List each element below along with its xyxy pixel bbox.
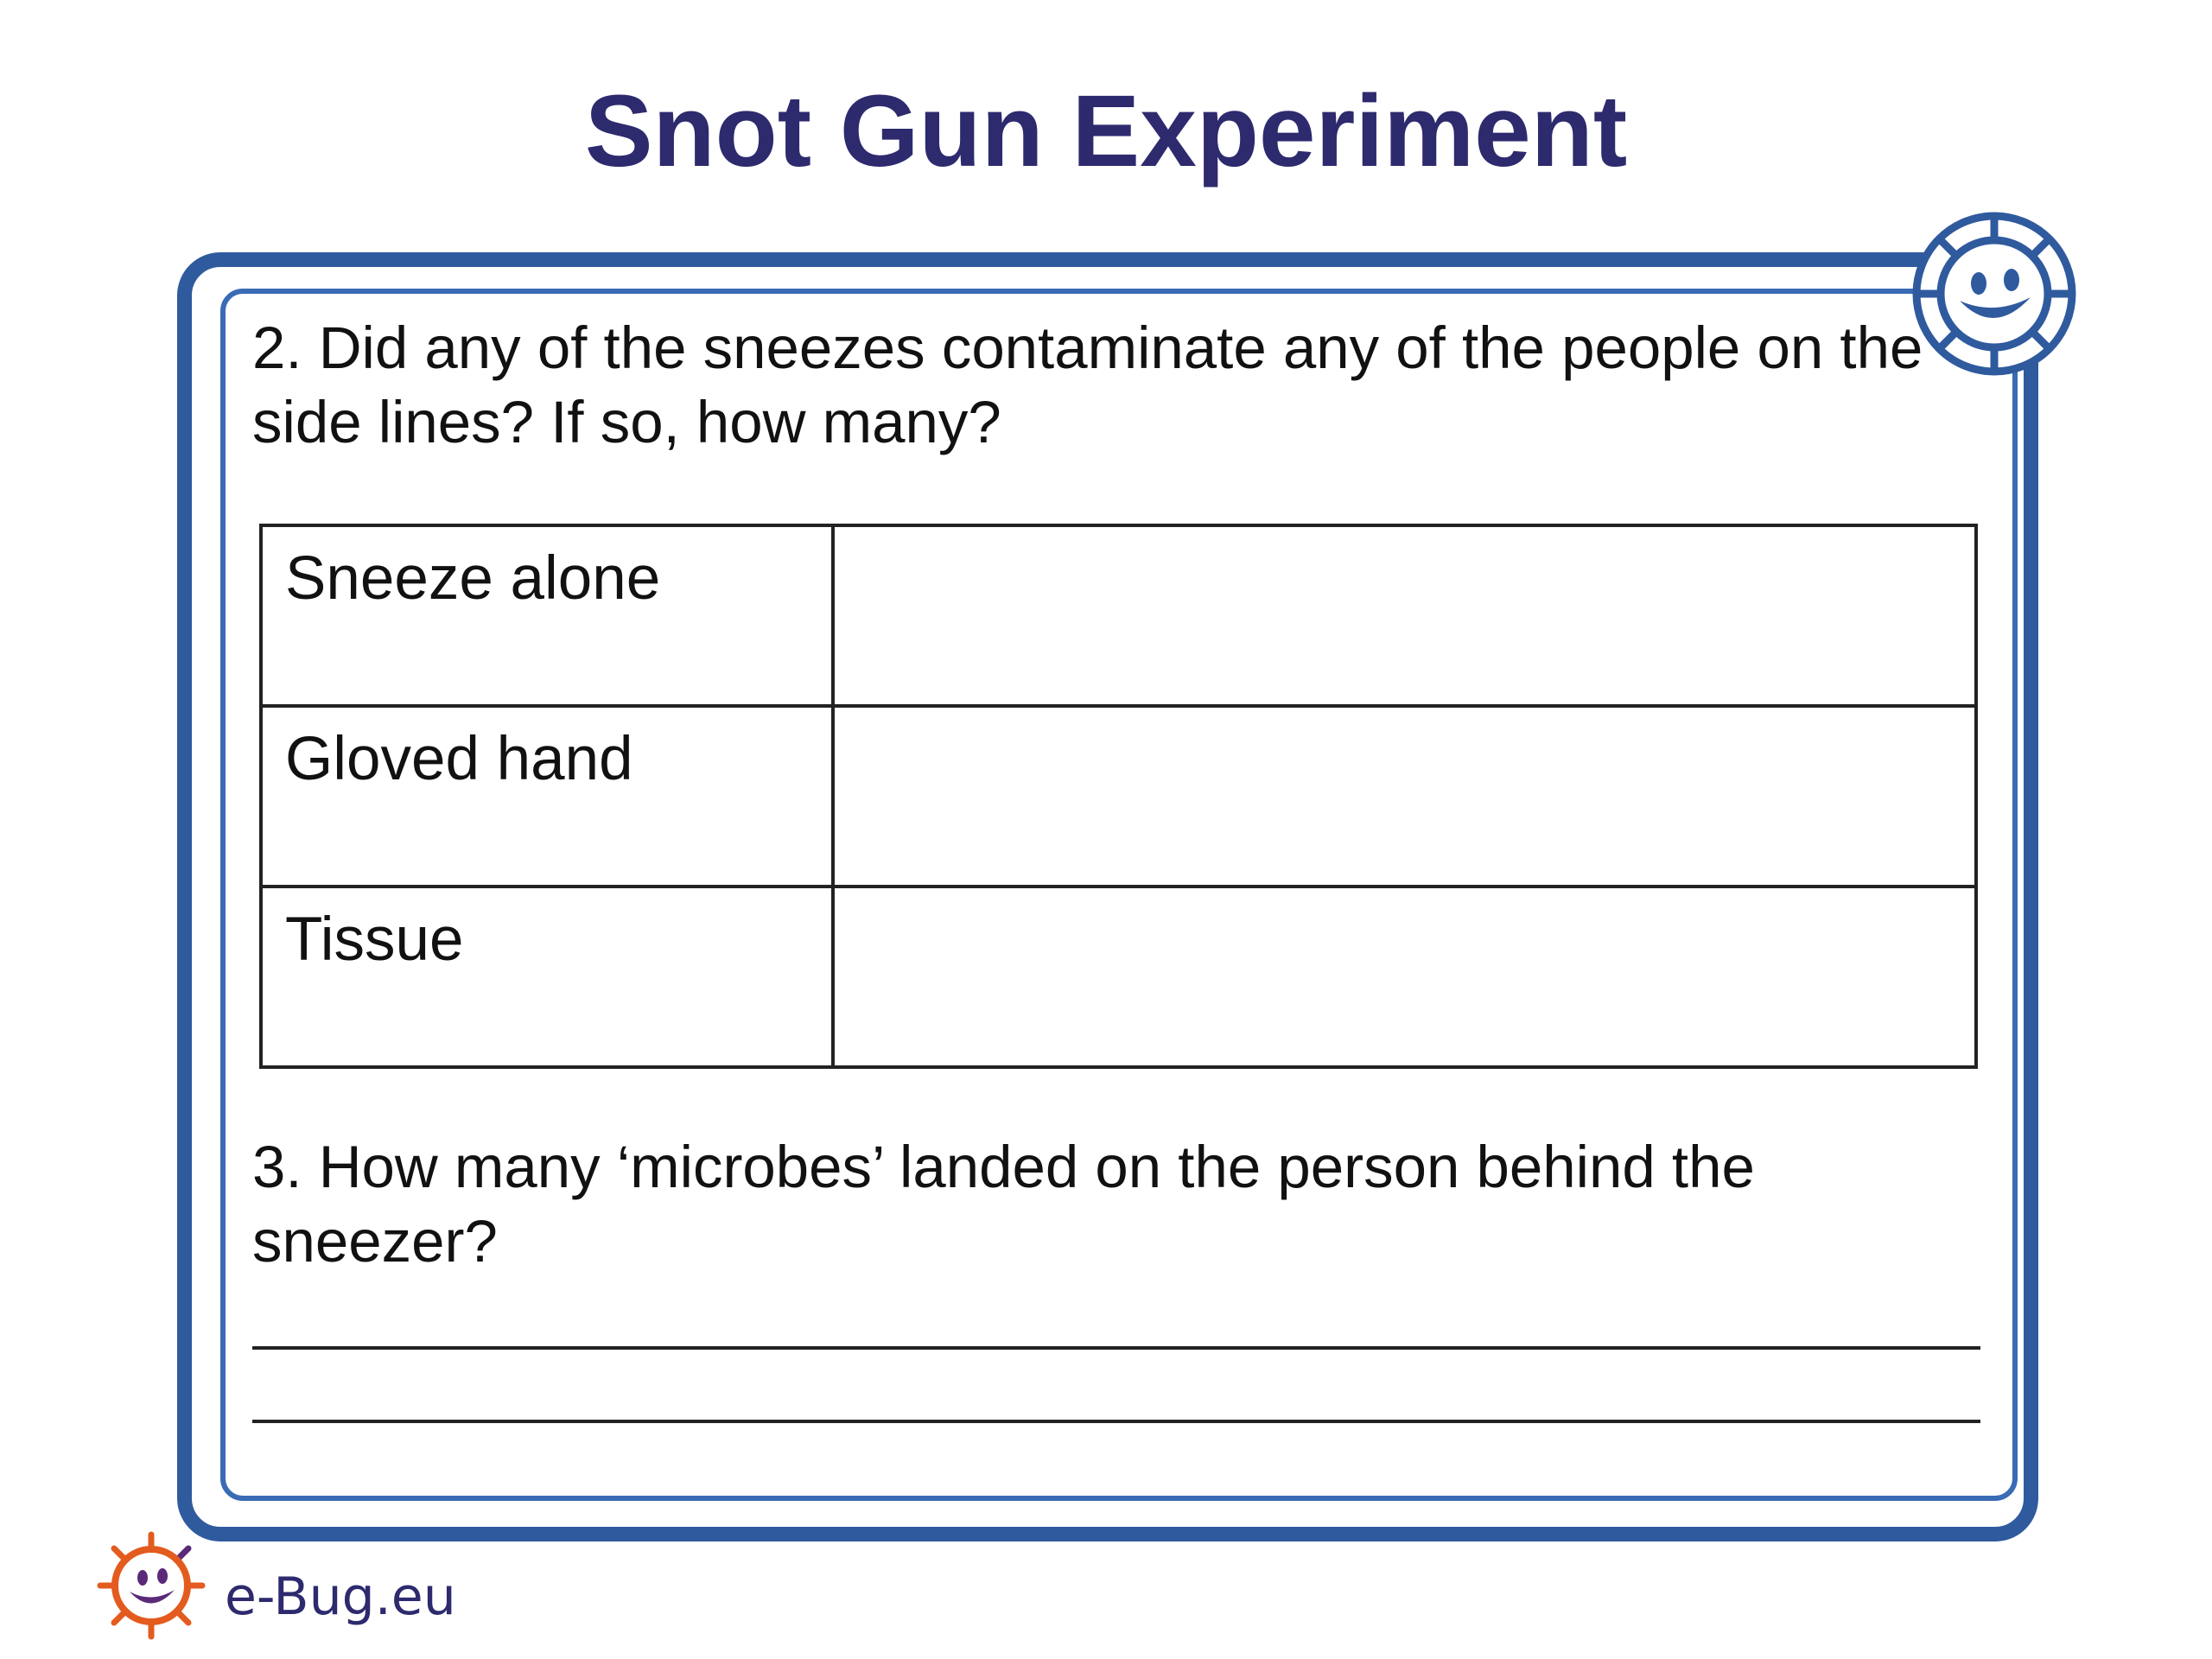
answer-cell-gloved-hand[interactable] [833, 706, 1976, 887]
row-label-sneeze-alone: Sneeze alone [261, 525, 833, 706]
table-row [261, 525, 1976, 706]
answer-cell-tissue[interactable] [833, 887, 1976, 1067]
footer-brand[interactable]: e-Bug.eu [225, 1567, 456, 1627]
row-label-gloved-hand: Gloved hand [261, 706, 833, 887]
table-row [261, 706, 1976, 887]
row-label-tissue: Tissue [261, 887, 833, 1067]
question-2: 2. Did any of the sneezes contaminate any of the people on the side lines? If so, how many? [252, 315, 1923, 455]
page-title: Snot Gun Experiment [584, 74, 1628, 188]
answers-table [259, 524, 1978, 1069]
answer-cell-sneeze-alone[interactable] [833, 525, 1976, 706]
e-bug-logo-icon [95, 1529, 207, 1642]
answer-line-2[interactable] [252, 1420, 1980, 1423]
answer-line-1[interactable] [252, 1346, 1980, 1350]
question-3: 3. How many ‘microbes’ landed on the person behind the sneezer? [252, 1134, 1755, 1274]
table-row [261, 887, 1976, 1067]
